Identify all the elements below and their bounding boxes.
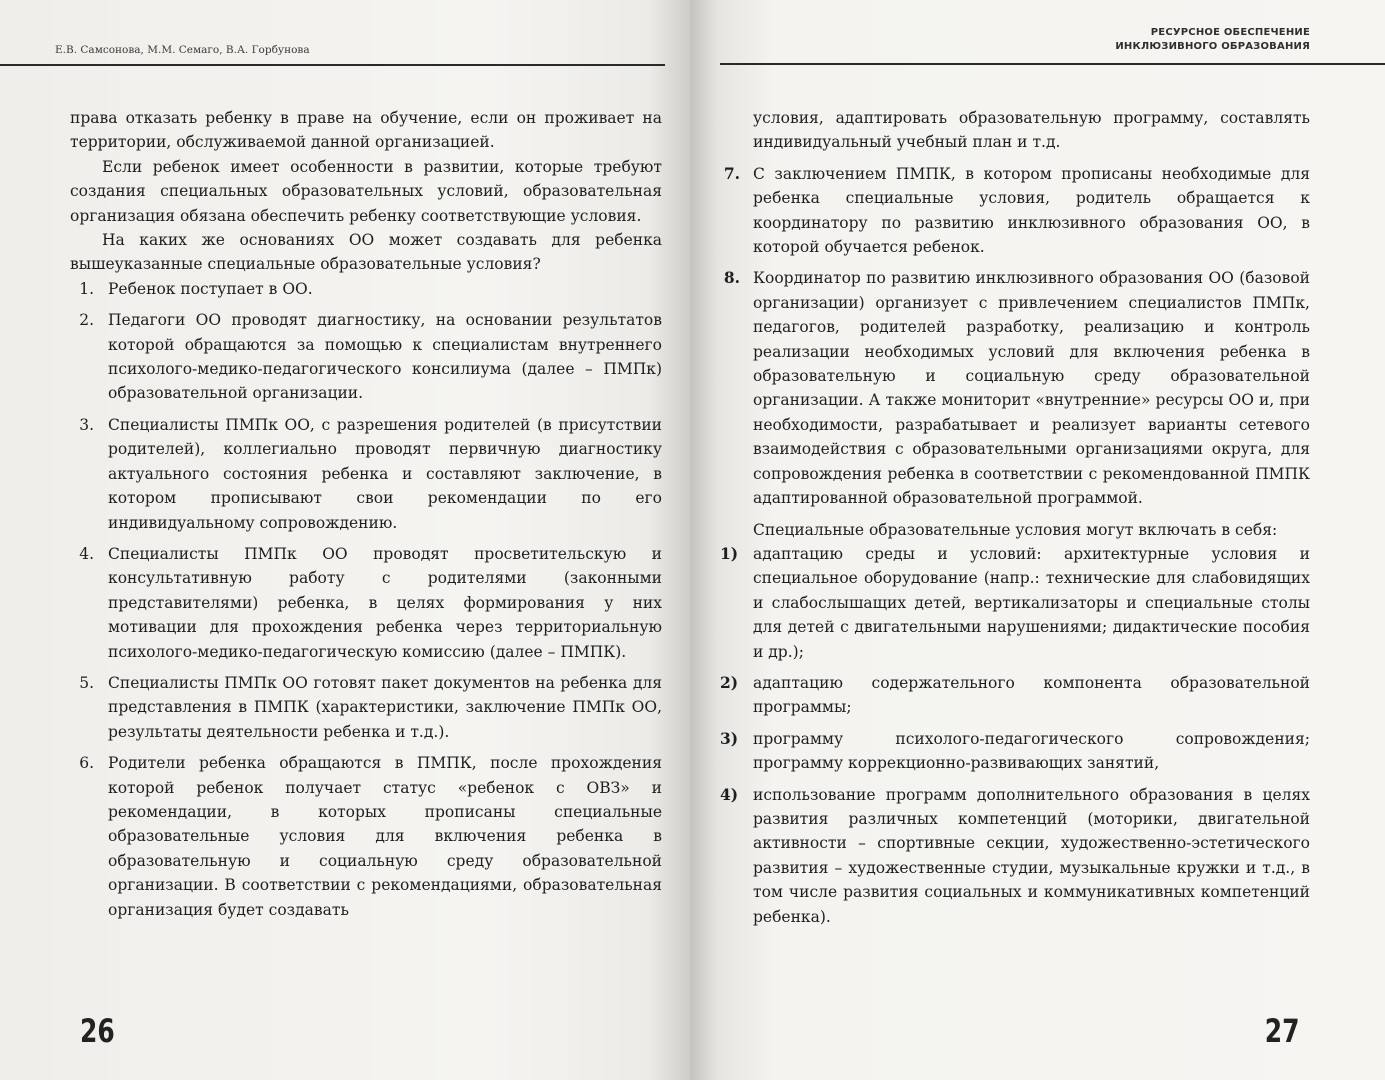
- list-text: Специалисты ПМПк ОО готовят пакет документов на ребенка для представления в ПМПК (характеристики, заключение ПМПк ОО, результаты деятельности ребенка и т.д.).: [108, 673, 662, 741]
- list-text: использование программ дополнительного образования в целях развития различных компетенций (моторики, двигательной активности – спортивные секции, художественно-эстетического развития – художественные студии, музыкальные кружки и т.д., в том числе развития социальных и коммуникативных компетенций ребенка).: [753, 785, 1310, 926]
- list-item-2: [70, 308, 662, 406]
- list-text: Специалисты ПМПк ОО, с разрешения родителей (в присутствии родителей), коллегиально проводят первичную диагностику актуального состояния ребенка и составляют заключение, в котором прописывают свои рекомендации по его индивидуальному сопровождению.: [108, 415, 662, 532]
- condition-item-3: [720, 727, 1310, 776]
- list-number: 8.: [723, 268, 740, 288]
- list-number: 1.: [79, 279, 94, 298]
- condition-item-4: [720, 783, 1310, 929]
- list-number: 7.: [723, 163, 740, 183]
- list-text: Родители ребенка обращаются в ПМПК, после прохождения которой ребенок получает статус «ребенок с ОВЗ» и рекомендации, в которых прописаны специальные образовательные условия для включения ребенка в образовательную и социальную среду образовательной организации. В соответствии с рекомендациями, образовательная организация будет создавать: [108, 754, 662, 919]
- list-text: Специалисты ПМПк ОО проводят просветительскую и консультативную работу с родителями (законными представителями) ребенка, в целях формирования у них мотивации для прохождения ребенка через территориальную психолого-медико-педагогическую комиссию (далее – ПМПК).: [108, 544, 662, 661]
- right-page: [690, 0, 1385, 1080]
- list-text: программу психолого-педагогического сопровождения; программу коррекционно-развивающих занятий,: [753, 729, 1310, 773]
- list-text: адаптацию среды и условий: архитектурные условия и специальное оборудование (напр.: технические для слабовидящих и слабослышащих детей, вертикализаторы и специальные столы для детей с двигательными нарушениями; дидактические пособия и др.);: [753, 544, 1310, 661]
- list-text: С заключением ПМПК, в котором прописаны необходимые для ребенка специальные условия, родитель обращается к координатору по развитию инклюзивного образования ОО, в которой обучается ребенок.: [753, 164, 1310, 257]
- list-item-1: [70, 277, 662, 301]
- header-rule: [0, 64, 665, 66]
- running-head-line-2: ИНКЛЮЗИВНОГО ОБРАЗОВАНИЯ: [1115, 41, 1310, 52]
- list-number: 1): [720, 543, 739, 563]
- list-item-7: [720, 162, 1310, 260]
- list-number: 3): [720, 728, 739, 748]
- list-number: 2.: [79, 311, 94, 330]
- list-item-6: [70, 751, 662, 922]
- list-number: 5.: [79, 673, 94, 692]
- intro-paragraph: права отказать ребенку в праве на обучение, если он проживает на территории, обслуживаемой данной организацией.: [70, 109, 662, 152]
- page-number-right: 27: [1265, 1012, 1300, 1050]
- question-paragraph: На каких же основаниях ОО может создавать для ребенка вышеуказанные специальные образовательные условия?: [70, 231, 662, 274]
- list-text: адаптацию содержательного компонента образовательной программы;: [753, 673, 1310, 717]
- list-text: Ребенок поступает в ОО.: [108, 279, 313, 298]
- list-number: 4.: [79, 544, 94, 563]
- list-item-5: [70, 671, 662, 744]
- list-item-4: [70, 542, 662, 664]
- running-head-section: [1115, 26, 1310, 54]
- paragraph: Если ребенок имеет особенности в развитии, которые требуют создания специальных образовательных условий, образовательная организация обязана обеспечить ребенку соответствующие условия.: [70, 157, 662, 225]
- right-page-text: [720, 106, 1310, 929]
- condition-item-2: [720, 671, 1310, 720]
- list-number: 4): [720, 784, 739, 804]
- list-item-8: [720, 266, 1310, 510]
- list-text: Педагоги ОО проводят диагностику, на основании результатов которой обращаются за помощью к специалистам внутреннего психолого-медико-педагогического консилиума (далее – ПМПк) образовательной организации.: [108, 311, 662, 403]
- list-number: 2): [720, 672, 739, 692]
- list-text: Координатор по развитию инклюзивного образования ОО (базовой организации) организует с привлечением специалистов ПМПк, педагогов, родителей разработку, реализацию и контроль реализации необходимых условий для включения ребенка в образовательную и социальную среду образовательной организации. А также мониторит «внутренние» ресурсы ОО и, при необходимости, разрабатывает и реализует варианты сетевого взаимодействия с образовательными организациями округа, для сопровождения ребенка в соответствии с рекомендованной ПМПК адаптированной образовательной программой.: [753, 269, 1310, 508]
- list-number: 6.: [79, 754, 94, 773]
- condition-item-1: [720, 542, 1310, 664]
- continuation-paragraph: условия, адаптировать образовательную программу, составлять индивидуальный учебный план и т.д.: [753, 109, 1310, 152]
- running-head-line-1: РЕСУРСНОЕ ОБЕСПЕЧЕНИЕ: [1150, 27, 1310, 38]
- left-page-text: [70, 106, 662, 922]
- left-page: [0, 0, 690, 1080]
- header-rule: [720, 63, 1385, 65]
- list-number: 3.: [79, 415, 94, 434]
- conditions-lead: Специальные образовательные условия могут включать в себя:: [753, 520, 1278, 539]
- running-head-authors: Е.В. Самсонова, М.М. Семаго, В.А. Горбунова: [55, 44, 310, 56]
- page-number-left: 26: [80, 1012, 115, 1050]
- list-item-3: [70, 413, 662, 535]
